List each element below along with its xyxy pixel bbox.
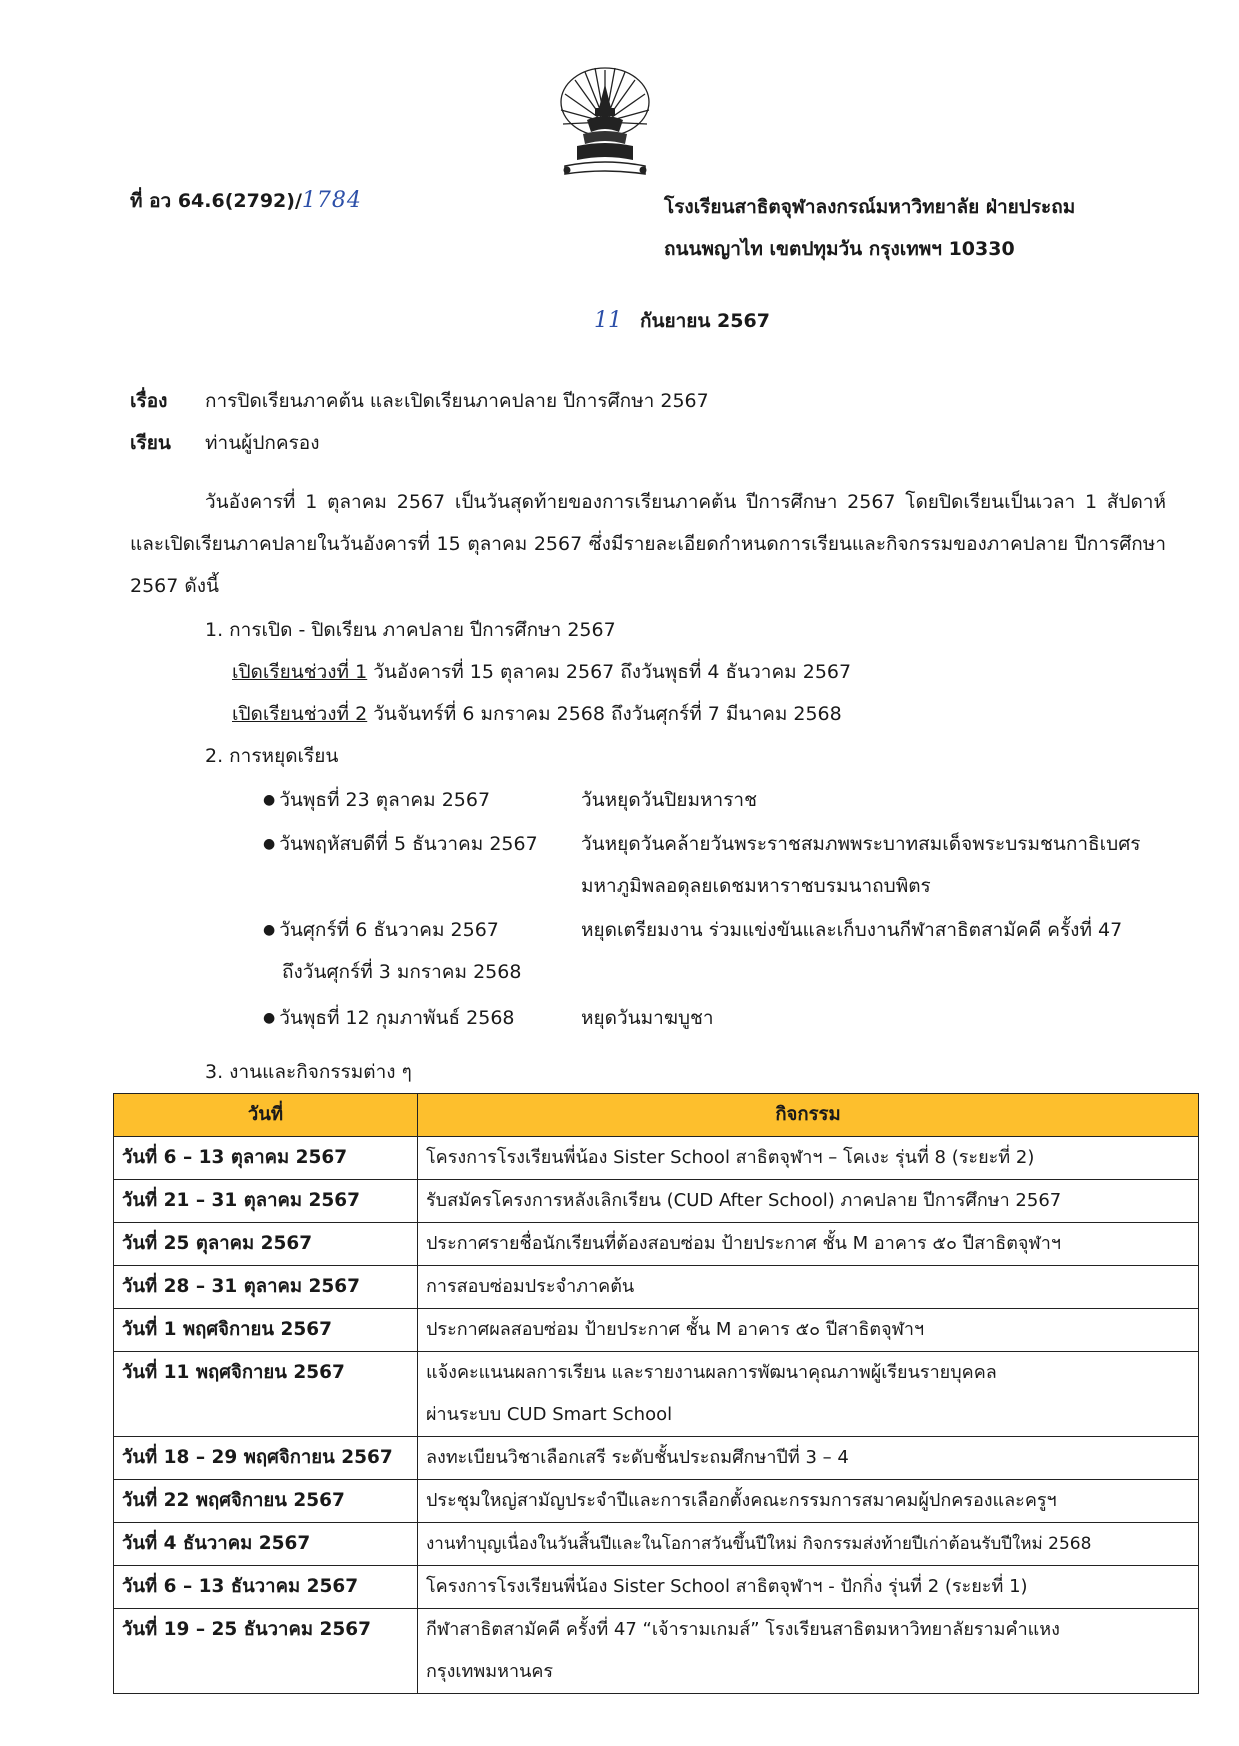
activities-table: [113, 1093, 1199, 1694]
holiday-desc: หยุดเตรียมงาน ร่วมแข่งขันและเก็บงานกีฬาสาธิตสามัคคี ครั้งที่ 47: [581, 919, 1123, 941]
holiday-desc: หยุดวันมาฆบูชา: [581, 1007, 714, 1029]
activity-date: วันที่ 11 พฤศจิกายน 2567: [114, 1352, 418, 1437]
date-month-year: กันยายน 2567: [640, 310, 770, 332]
holiday-date-continued: ถึงวันศุกร์ที่ 3 มกราคม 2568: [282, 961, 522, 983]
table-row: [114, 1352, 1199, 1437]
holiday-desc: วันหยุดวันคล้ายวันพระราชสมภพพระบาทสมเด็จพระบรมชนกาธิเบศร: [581, 833, 1141, 855]
activity-desc: ลงทะเบียนวิชาเลือกเสรี ระดับชั้นประถมศึกษาปีที่ 3 – 4: [418, 1437, 1199, 1480]
semester-period-1-text: วันอังคารที่ 15 ตุลาคม 2567 ถึงวันพุธที่ 4 ธันวาคม 2567: [367, 661, 852, 683]
document-number-prefix: ที่ อว 64.6(2792)/: [130, 190, 302, 212]
activity-desc: ประกาศรายชื่อนักเรียนที่ต้องสอบซ่อม ป้ายประกาศ ชั้น M อาคาร ๕๐ ปีสาธิตจุฬาฯ: [418, 1223, 1199, 1266]
document-number-handwritten: 1784: [301, 188, 362, 213]
section1-title: 1. การเปิด - ปิดเรียน ภาคปลาย ปีการศึกษา 2567: [205, 619, 616, 641]
activity-desc: งานทำบุญเนื่องในวันสิ้นปีและในโอกาสวันขึ้นปีใหม่ กิจกรรมส่งท้ายปีเก่าต้อนรับปีใหม่ 2568: [418, 1523, 1199, 1566]
table-row: [114, 1566, 1199, 1609]
recipient-text: ท่านผู้ปกครอง: [205, 432, 320, 454]
column-header-activity: กิจกรรม: [418, 1094, 1199, 1137]
activity-desc: รับสมัครโครงการหลังเลิกเรียน (CUD After School) ภาคปลาย ปีการศึกษา 2567: [418, 1180, 1199, 1223]
table-row: [114, 1137, 1199, 1180]
activity-date: วันที่ 18 – 29 พฤศจิกายน 2567: [114, 1437, 418, 1480]
school-address-block: [664, 186, 1075, 270]
activity-date: วันที่ 21 – 31 ตุลาคม 2567: [114, 1180, 418, 1223]
activity-desc: โครงการโรงเรียนพี่น้อง Sister School สาธิตจุฬาฯ – โคเงะ รุ่นที่ 8 (ระยะที่ 2): [418, 1137, 1199, 1180]
school-address: ถนนพญาไท เขตปทุมวัน กรุงเทพฯ 10330: [664, 238, 1015, 260]
holiday-date: ● วันพุธที่ 12 กุมภาพันธ์ 2568: [263, 1003, 515, 1033]
date-day-handwritten: 11: [594, 308, 622, 333]
subject-label: เรื่อง: [130, 390, 168, 412]
activity-desc: [418, 1609, 1199, 1694]
activity-desc: ประกาศผลสอบซ่อม ป้ายประกาศ ชั้น M อาคาร ๕๐ ปีสาธิตจุฬาฯ: [418, 1309, 1199, 1352]
holiday-date: ● วันศุกร์ที่ 6 ธันวาคม 2567: [263, 915, 499, 945]
activity-desc: ประชุมใหญ่สามัญประจำปีและการเลือกตั้งคณะกรรมการสมาคมผู้ปกครองและครูฯ: [418, 1480, 1199, 1523]
holiday-desc: วันหยุดวันปิยมหาราช: [581, 789, 757, 811]
section3-title: 3. งานและกิจกรรมต่าง ๆ: [205, 1061, 412, 1083]
activity-desc-line: กรุงเทพมหานคร: [426, 1661, 554, 1682]
holiday-desc-continued: มหาภูมิพลอดุลยเดชมหาราชบรมนาถบพิตร: [581, 875, 931, 897]
column-header-date: วันที่: [114, 1094, 418, 1137]
activity-desc: การสอบซ่อมประจำภาคต้น: [418, 1266, 1199, 1309]
recipient-label: เรียน: [130, 432, 171, 454]
activity-date: วันที่ 28 – 31 ตุลาคม 2567: [114, 1266, 418, 1309]
table-row: [114, 1180, 1199, 1223]
body-paragraph-text: วันอังคารที่ 1 ตุลาคม 2567 เป็นวันสุดท้ายของการเรียนภาคต้น ปีการศึกษา 2567 โดยปิดเรียนเป็นเวลา 1 สัปดาห์ และเปิดเรียนภาคปลายในวันอังคารที่ 15 ตุลาคม 2567 ซึ่งมีรายละเอียดกำหนดการเรียนและกิจกรรมของภาคปลาย ปีการศึกษา 2567 ดังนี้: [130, 491, 1166, 597]
table-row: [114, 1609, 1199, 1694]
activity-date: วันที่ 1 พฤศจิกายน 2567: [114, 1309, 418, 1352]
activity-desc: โครงการโรงเรียนพี่น้อง Sister School สาธิตจุฬาฯ - ปักกิ่ง รุ่นที่ 2 (ระยะที่ 1): [418, 1566, 1199, 1609]
activity-date: วันที่ 22 พฤศจิกายน 2567: [114, 1480, 418, 1523]
semester-period-1: [232, 657, 851, 687]
activity-date: วันที่ 4 ธันวาคม 2567: [114, 1523, 418, 1566]
table-header-row: [114, 1094, 1199, 1137]
school-emblem-icon: [555, 62, 655, 192]
activity-desc-line: ผ่านระบบ CUD Smart School: [426, 1404, 673, 1425]
activity-date: วันที่ 25 ตุลาคม 2567: [114, 1223, 418, 1266]
table-row: [114, 1480, 1199, 1523]
document-number: [130, 186, 362, 216]
semester-period-2-text: วันจันทร์ที่ 6 มกราคม 2568 ถึงวันศุกร์ที่ 7 มีนาคม 2568: [367, 703, 842, 725]
activity-date: วันที่ 19 – 25 ธันวาคม 2567: [114, 1609, 418, 1694]
table-row: [114, 1266, 1199, 1309]
semester-period-2-label: เปิดเรียนช่วงที่ 2: [232, 703, 368, 725]
section2-title: 2. การหยุดเรียน: [205, 745, 339, 767]
holiday-date: ● วันพุธที่ 23 ตุลาคม 2567: [263, 785, 490, 815]
activity-date: วันที่ 6 – 13 ธันวาคม 2567: [114, 1566, 418, 1609]
school-name: โรงเรียนสาธิตจุฬาลงกรณ์มหาวิทยาลัย ฝ่ายประถม: [664, 196, 1076, 218]
table-row: [114, 1437, 1199, 1480]
activity-desc: [418, 1352, 1199, 1437]
letter-date: [594, 306, 770, 336]
table-row: [114, 1223, 1199, 1266]
activity-desc-line: แจ้งคะแนนผลการเรียน และรายงานผลการพัฒนาคุณภาพผู้เรียนรายบุคคล: [426, 1362, 997, 1383]
semester-period-1-label: เปิดเรียนช่วงที่ 1: [232, 661, 368, 683]
activity-desc-line: กีฬาสาธิตสามัคคี ครั้งที่ 47 “เจ้ารามเกมส์” โรงเรียนสาธิตมหาวิทยาลัยรามคำแหง: [426, 1619, 1060, 1640]
body-paragraph: [130, 481, 1166, 607]
subject-text: การปิดเรียนภาคต้น และเปิดเรียนภาคปลาย ปีการศึกษา 2567: [205, 390, 709, 412]
semester-period-2: [232, 699, 842, 729]
table-row: [114, 1309, 1199, 1352]
holiday-date: ● วันพฤหัสบดีที่ 5 ธันวาคม 2567: [263, 829, 538, 859]
activity-date: วันที่ 6 – 13 ตุลาคม 2567: [114, 1137, 418, 1180]
table-row: [114, 1523, 1199, 1566]
